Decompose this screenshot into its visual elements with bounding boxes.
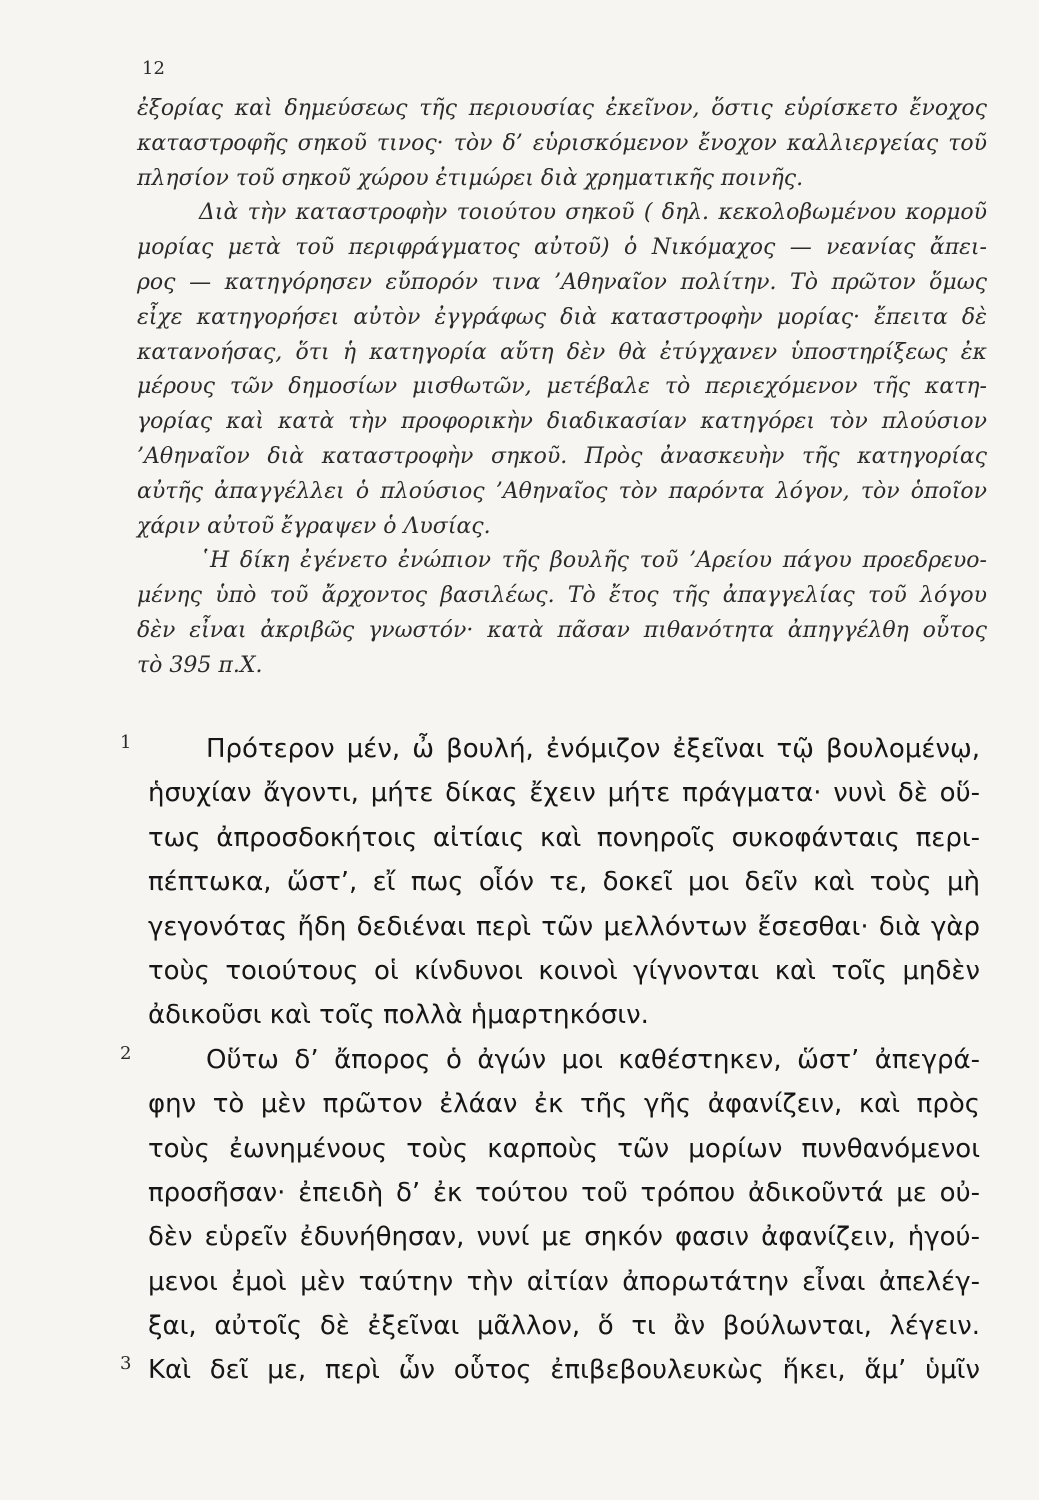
intro-line: γορίας καὶ κατὰ τὴν προφορικὴν διαδικασίαν κατηγόρει τὸν πλούσιον — [137, 409, 987, 435]
speech-line-text: τοὺς ἐωνημένους τοὺς καρποὺς τῶν μορίων πυνθανόμενοι — [148, 1133, 980, 1164]
intro-line: αὐτῆς ἀπαγγέλλει ὁ πλούσιος ’Αθηναῖος τὸν παρόντα λόγον, τὸν ὁποῖον — [137, 478, 987, 504]
speech-line — [148, 1215, 980, 1259]
speech-line-text: τοὺς τοιούτους οἱ κίνδυνοι κοινοὶ γίγνονται καὶ τοῖς μηδὲν — [148, 955, 980, 986]
speech-line-text: δὲν εὑρεῖν ἐδυνήθησαν, νυνί με σηκόν φασιν ἀφανίζειν, ἡγού- — [148, 1222, 980, 1253]
section-number: 2 — [120, 1042, 132, 1064]
intro-line: μορίας μετὰ τοῦ περιφράγματος αὐτοῦ) ὁ Νικόμαχος — νεανίας ἄπει- — [137, 235, 987, 261]
intro-line: πλησίον τοῦ σηκοῦ χώρου ἐτιμώρει διὰ χρηματικῆς ποινῆς. — [137, 165, 804, 191]
section-number: 3 — [120, 1353, 132, 1375]
speech-text — [120, 727, 980, 1393]
speech-line-text: Οὕτω δ’ ἄπορος ὁ ἀγών μοι καθέστηκεν, ὥστ’ ἀπεγρά- — [206, 1044, 980, 1075]
speech-line-text: τως ἀπροσδοκήτοις αἰτίαις καὶ πονηροῖς συκοφάνταις περι- — [148, 822, 980, 853]
speech-line-text: φην τὸ μὲν πρῶτον ἐλάαν ἐκ τῆς γῆς ἀφανίζειν, καὶ πρὸς — [148, 1089, 980, 1120]
page-number: 12 — [142, 58, 165, 79]
intro-line: εἶχε κατηγορήσει αὐτὸν ἐγγράφως διὰ καταστροφὴν μορίας· ἔπειτα δὲ — [137, 304, 987, 330]
speech-line — [148, 949, 980, 993]
speech-line-text: πέπτωκα, ὥστ’, εἴ πως οἷόν τε, δοκεῖ μοι δεῖν καὶ τοὺς μὴ — [148, 867, 980, 898]
speech-line — [148, 993, 980, 1037]
speech-line-text: ξαι, αὐτοῖς δὲ ἐξεῖναι μᾶλλον, ὅ τι ἂν βούλωνται, λέγειν. — [148, 1311, 980, 1342]
speech-line — [120, 1038, 980, 1082]
section-number: 1 — [120, 732, 132, 753]
speech-line-text: ἀδικοῦσι καὶ τοῖς πολλὰ ἡμαρτηκόσιν. — [148, 1000, 649, 1031]
intro-line: τὸ 395 π.Χ. — [137, 652, 263, 678]
speech-line — [148, 905, 980, 949]
introduction-text — [137, 92, 987, 684]
speech-line-text: προσῆσαν· ἐπειδὴ δ’ ἐκ τούτου τοῦ τρόπου ἀδικοῦντά με οὐ- — [148, 1177, 980, 1208]
intro-line: καταστροφῆς σηκοῦ τινος· τὸν δ’ εὑρισκόμενον ἔνοχον καλλιεργείας τοῦ — [137, 130, 987, 156]
intro-line: Διὰ τὴν καταστροφὴν τοιούτου σηκοῦ ( δηλ. κεκολοβωμένου κορμοῦ — [199, 200, 987, 226]
intro-line: χάριν αὐτοῦ ἔγραψεν ὁ Λυσίας. — [137, 513, 491, 539]
speech-line-text: Πρότερον μέν, ὦ βουλή, ἐνόμιζον ἐξεῖναι τῷ βουλομένῳ, — [206, 734, 980, 764]
speech-line — [148, 1082, 980, 1126]
speech-line-text: Καὶ δεῖ με, περὶ ὧν οὗτος ἐπιβεβουλευκὼς ἥκει, ἅμ’ ὑμῖν — [148, 1355, 980, 1386]
intro-line: κατανοήσας, ὅτι ἡ κατηγορία αὕτη δὲν θὰ ἐτύγχανεν ὑποστηρίξεως ἐκ — [137, 339, 987, 365]
intro-line: μένης ὑπὸ τοῦ ἄρχοντος βασιλέως. Τὸ ἔτος τῆς ἀπαγγελίας τοῦ λόγου — [137, 583, 987, 609]
intro-line: δὲν εἶναι ἀκριβῶς γνωστόν· κατὰ πᾶσαν πιθανότητα ἀπηγγέλθη οὗτος — [137, 617, 987, 643]
speech-line — [148, 1171, 980, 1215]
speech-line-text: ἡσυχίαν ἄγοντι, μήτε δίκας ἔχειν μήτε πράγματα· νυνὶ δὲ οὕ- — [148, 778, 980, 809]
speech-line — [148, 771, 980, 815]
intro-line: ῾Η δίκη ἐγένετο ἐνώπιον τῆς βουλῆς τοῦ ’Αρείου πάγου προεδρευο- — [199, 548, 987, 574]
speech-line — [120, 1348, 980, 1392]
intro-line: ρος — κατηγόρησεν εὔπορόν τινα ’Αθηναῖον πολίτην. Τὸ πρῶτον ὅμως — [137, 269, 987, 295]
intro-line: μέρους τῶν δημοσίων μισθωτῶν, μετέβαλε τὸ περιεχόμενον τῆς κατη- — [137, 374, 987, 400]
intro-line: ’Αθηναῖον διὰ καταστροφὴν σηκοῦ. Πρὸς ἀνασκευὴν τῆς κατηγορίας — [137, 443, 987, 469]
speech-line — [148, 860, 980, 904]
intro-line: ἐξορίας καὶ δημεύσεως τῆς περιουσίας ἐκεῖνον, ὅστις εὑρίσκετο ἔνοχος — [137, 96, 987, 121]
speech-line — [148, 1260, 980, 1304]
speech-line — [148, 1127, 980, 1171]
speech-line — [148, 1304, 980, 1348]
speech-line — [148, 816, 980, 860]
speech-line-text: μενοι ἐμοὶ μὲν ταύτην τὴν αἰτίαν ἀπορωτάτην εἶναι ἀπελέγ- — [148, 1266, 980, 1297]
speech-line — [120, 727, 980, 771]
speech-line-text: γεγονότας ἤδη δεδιέναι περὶ τῶν μελλόντων ἔσεσθαι· διὰ γὰρ — [148, 911, 980, 942]
